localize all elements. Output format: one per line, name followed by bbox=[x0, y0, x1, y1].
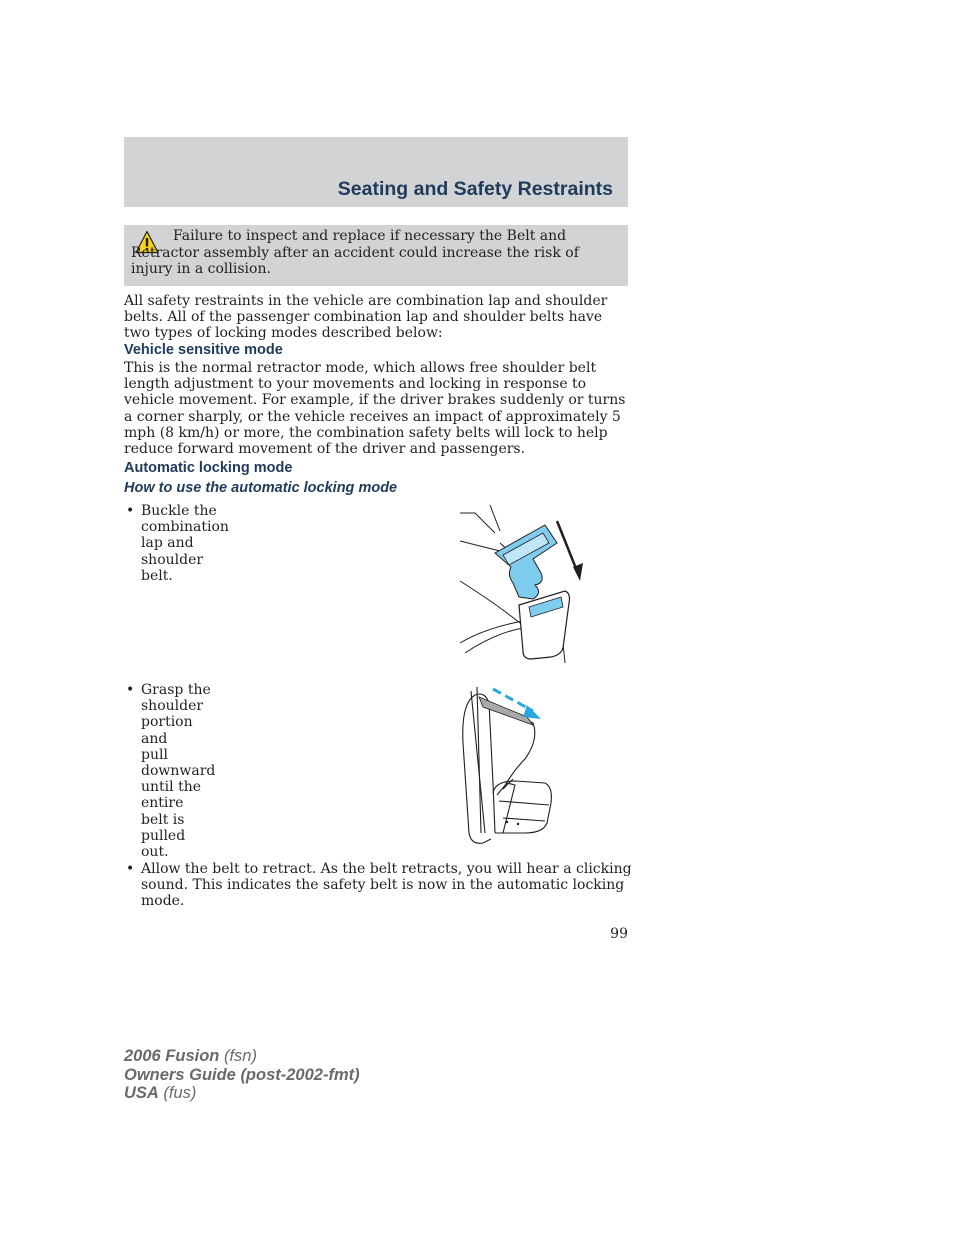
bullet-line: Buckle the combination lap and bbox=[141, 503, 229, 552]
bullet-dot: • bbox=[126, 682, 135, 698]
bullet-line: pull downward until the entire bbox=[141, 746, 216, 812]
bullet-line: belt is pulled out. bbox=[141, 811, 186, 861]
intro-paragraph: All safety restraints in the vehicle are combination lap and shoulder belts. All of the passenger combination lap and shoulder belts have two types of locking modes described below: bbox=[124, 293, 608, 342]
warning-text: Failure to inspect and replace if necessary the Belt and Retractor assembly after an accident could increase the risk of injury in a collision. bbox=[131, 228, 579, 277]
automatic-locking-heading: Automatic locking mode bbox=[124, 460, 293, 476]
seat-belt-illustration bbox=[455, 683, 565, 853]
section-title: Seating and Safety Restraints bbox=[337, 178, 613, 200]
footer-line-guide: Owners Guide (post-2002-fmt) bbox=[124, 1065, 360, 1084]
bullet-line: sound. This indicates the safety belt is now in the automatic locking bbox=[141, 877, 625, 894]
vehicle-sensitive-paragraph: This is the normal retractor mode, which allows free shoulder belt length adjustment to your movements and locking in response to vehicle movement. For example, if the driver brakes suddenly or turns a corner sharply, or the vehicle receives an impact of approximately 5 mph (8 km/h) or more, the combination safety belts will lock to help reduce forward movement of the driver and passengers. bbox=[124, 360, 626, 458]
how-to-use-subheading: How to use the automatic locking mode bbox=[124, 480, 398, 496]
bullet-line: Allow the belt to retract. As the belt retracts, you will hear a clicking bbox=[141, 861, 632, 877]
section-header-band bbox=[124, 137, 628, 207]
footer-line-region: USA (fus) bbox=[124, 1084, 197, 1102]
bullet-line: shoulder belt. bbox=[141, 551, 204, 584]
vehicle-sensitive-heading: Vehicle sensitive mode bbox=[124, 342, 283, 358]
buckle-illustration bbox=[455, 503, 590, 668]
warning-box bbox=[124, 225, 628, 286]
bullet-line: Grasp the shoulder portion and bbox=[141, 682, 211, 747]
document-footer bbox=[124, 1047, 360, 1103]
bullet-dot: • bbox=[126, 503, 135, 519]
footer-line-model: 2006 Fusion (fsn) bbox=[124, 1047, 257, 1065]
page-number: 99 bbox=[610, 926, 628, 942]
bullet-dot: • bbox=[126, 861, 135, 877]
bullet-line: mode. bbox=[141, 893, 185, 910]
